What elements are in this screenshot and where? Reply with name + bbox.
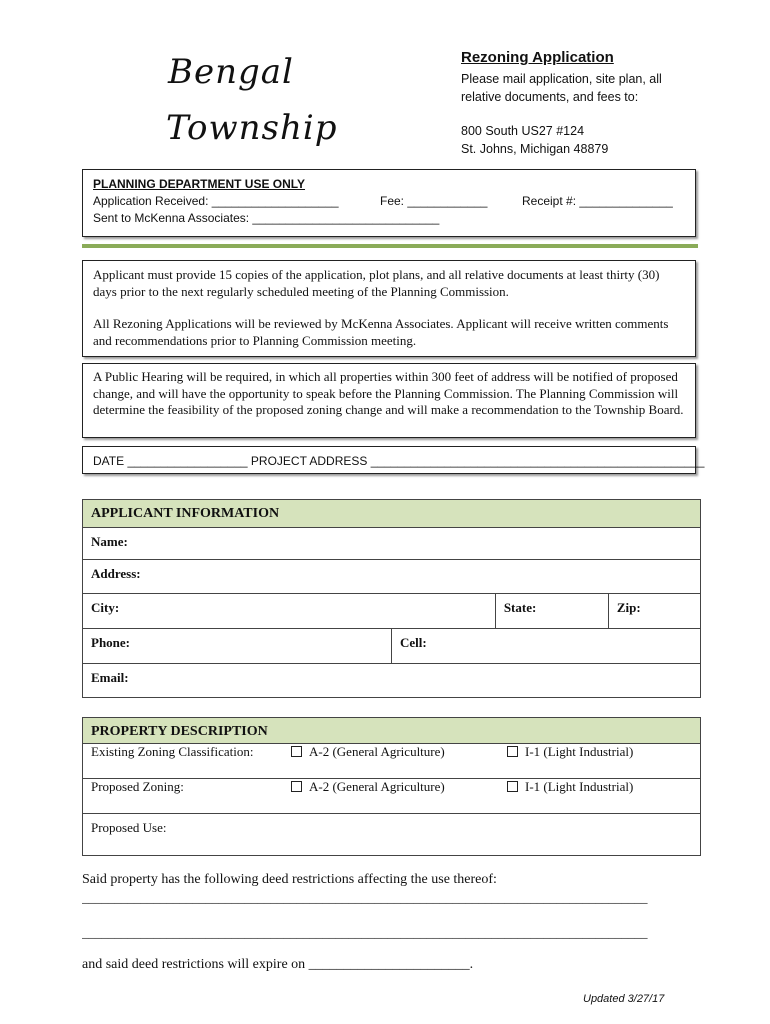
township-logo-line1: Bengal	[168, 52, 294, 92]
existing-zoning-label: Existing Zoning Classification:	[91, 744, 254, 759]
review-notice-text: All Rezoning Applications will be reviewed by McKenna Associates. Applicant will receive written comments and recommendations prior to Planning Commission meeting.	[93, 316, 669, 348]
proposed-a2-label: A-2 (General Agriculture)	[309, 779, 445, 794]
mail-instructions-line1: Please mail application, site plan, all	[461, 72, 662, 86]
mail-instructions-line2: relative documents, and fees to:	[461, 90, 639, 104]
sent-to-mckenna-field[interactable]: Sent to McKenna Associates: ____________________________	[93, 211, 440, 225]
receipt-field[interactable]: Receipt #: ______________	[522, 194, 673, 208]
phone-field[interactable]: Phone:	[83, 629, 392, 664]
section-divider	[82, 244, 698, 248]
applicant-info-heading: APPLICANT INFORMATION	[83, 500, 701, 528]
state-field[interactable]: State:	[495, 594, 608, 629]
deed-restrictions-line1[interactable]: _______________________________________________________________________________________	[82, 890, 648, 905]
address-field[interactable]: Address:	[83, 560, 701, 594]
property-description-heading: PROPERTY DESCRIPTION	[83, 718, 701, 744]
deed-restrictions-line2[interactable]: _______________________________________________________________________________________	[82, 925, 648, 940]
existing-i1-option[interactable]	[507, 744, 633, 760]
deed-restrictions-intro: Said property has the following deed restrictions affecting the use thereof:	[82, 872, 497, 887]
mailing-address-line2: St. Johns, Michigan 48879	[461, 142, 609, 156]
proposed-a2-option[interactable]	[291, 779, 445, 795]
page-title: Rezoning Application	[461, 49, 614, 66]
existing-i1-checkbox[interactable]	[507, 746, 518, 757]
planning-department-box	[82, 169, 696, 237]
deed-expire-field[interactable]: and said deed restrictions will expire on _______________________.	[82, 957, 474, 972]
proposed-i1-option[interactable]	[507, 779, 633, 795]
fee-field[interactable]: Fee: ____________	[380, 194, 488, 208]
updated-date: Updated 3/27/17	[583, 993, 665, 1005]
existing-i1-label: I-1 (Light Industrial)	[525, 744, 634, 759]
mailing-address-line1: 800 South US27 #124	[461, 124, 585, 138]
proposed-a2-checkbox[interactable]	[291, 781, 302, 792]
proposed-i1-label: I-1 (Light Industrial)	[525, 779, 634, 794]
planning-dept-title: PLANNING DEPARTMENT USE ONLY	[93, 177, 306, 191]
public-hearing-box	[82, 363, 696, 438]
date-address-box	[82, 446, 705, 474]
date-project-address-field[interactable]: DATE __________________ PROJECT ADDRESS __________________________________________________	[93, 454, 705, 468]
township-logo-line2: Township	[166, 108, 338, 148]
existing-a2-label: A-2 (General Agriculture)	[309, 744, 445, 759]
proposed-i1-checkbox[interactable]	[507, 781, 518, 792]
cell-field[interactable]: Cell:	[392, 629, 701, 664]
proposed-zoning-label: Proposed Zoning:	[91, 779, 184, 794]
existing-a2-checkbox[interactable]	[291, 746, 302, 757]
existing-a2-option[interactable]	[291, 744, 445, 760]
zip-field[interactable]: Zip:	[608, 594, 700, 629]
name-field[interactable]: Name:	[83, 528, 701, 560]
proposed-use-field[interactable]: Proposed Use:	[83, 814, 701, 856]
application-received-field[interactable]: Application Received: ___________________	[93, 194, 339, 208]
city-field[interactable]: City:	[83, 594, 496, 629]
public-hearing-text: A Public Hearing will be required, in which all properties within 300 feet of address will be notified of proposed change, and will have the opportunity to speak before the Planning Commission. The Planning Commission will determine the feasibility of the proposed zoning change and will make a recommendation to the Township Board.	[93, 369, 684, 417]
submission-notice-box	[82, 260, 696, 357]
email-field[interactable]: Email:	[83, 664, 701, 698]
applicant-information-table	[82, 499, 701, 698]
submission-notice-text: Applicant must provide 15 copies of the application, plot plans, and all relative documents at least thirty (30) days prior to the next regularly scheduled meeting of the Planning Commission.	[93, 267, 660, 299]
